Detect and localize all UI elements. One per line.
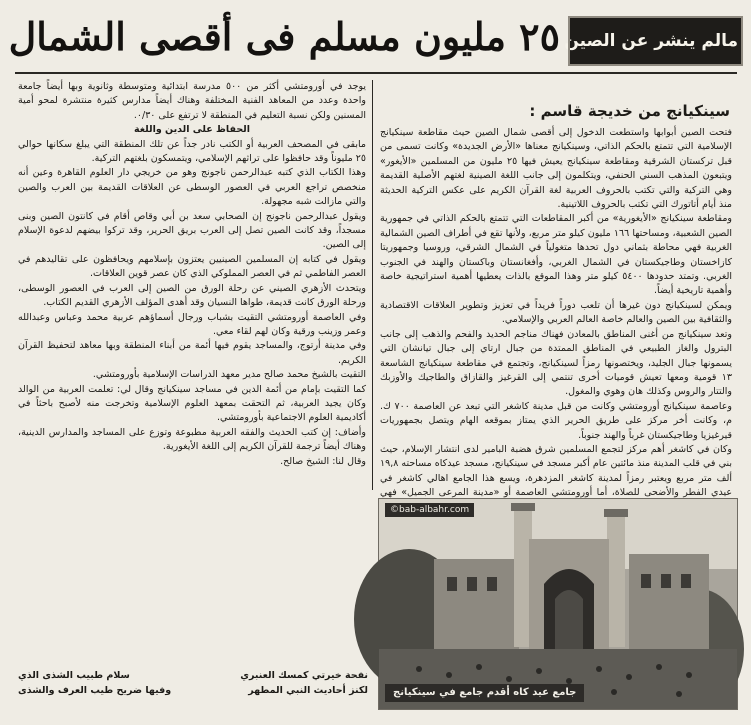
poem-line xyxy=(18,668,368,683)
divider-top xyxy=(15,72,737,74)
mosque-photo xyxy=(378,498,738,710)
article-paragraph: ويتحدث الأزهري الصيني عن رحلة الورق من الصين إلى العرب في العصور الوسطى، ورحلة الورق كانت قديمة، طواها النسيان وقد أهدى المؤلف الأزهري القديم الكتاب. xyxy=(18,282,366,309)
article-paragraph: وأضاف: إن كتب الحديث والفقه العربية مطبوعة وتوزع على المساجد والمدارس الدينية، وهناك أيضاً ترجمة للقرآن الكريم إلى اللغة الأيغورية. xyxy=(18,426,366,453)
poem-hemistich: لكنز أحاديث النبي المطهر xyxy=(248,685,368,696)
photo-credit: ©bab-albahr.com xyxy=(385,503,474,517)
article-paragraph: كما التقيت بإمام من أئمة الدين في مساجد سينكيانج وقال لي: تعلمت العربية من الوالد وكان يجيد العربية، ثم التحقت بمعهد العلوم الإسلامية وتخرجت منه لأصبح باحثاً في أكاديمية العلوم الاجتماعية بأورومتشي. xyxy=(18,383,366,424)
article-paragraph: ويقول في كتابه إن المسلمين الصينيين يعتزون بإسلامهم ويحافظون على تقاليدهم في العصر الفاطمي ثم في العصر المملوكي الذي كان عصر قوين العلاقات. xyxy=(18,253,366,280)
poem-verses xyxy=(18,668,368,716)
article-paragraph: ويمكن لسينكيانج دون غيرها أن تلعب دوراً فريداً في تعزيز وتطوير العلاقات الاقتصادية والثقافية بين الصين والعالم خاصة العالم العربي والإسلامي. xyxy=(380,299,732,326)
article-paragraph: ومقاطعة سينكيانج «الأيغورية» من أكبر المقاطعات التي تتمتع بالحكم الذاتي في جمهورية الصين الشعبية، ومساحتها ١٦٦ مليون كيلو متر مربع، ولأنها تقع في أطراف الصين الشمالية الغربية فهي محاطة بثماني دول تحدها متغولياً في الشمال الشرقي، وروسيا وجمهوريتا كازاخستان وطاجيكستان في الشمال الغربي، وأفغانستان وباكستان والهند في الجنوب الغربي. وتمتد حدودها ٥٤٠٠ كيلو متر وهذا الموقع بالذات يعطيها أهمية استراتيجية خاصة وأهمية تاريخية أيضاً. xyxy=(380,213,732,297)
article-paragraph: وكان في كاشغر أهم مركز لتجمع المسلمين شرق هضبة البامير لدى انتشار الإسلام، حيث بني في قلب المدينة منذ مائتين عام أكبر مسجد في سينكيانج، مسجد عيدكاه مساحته ١٩,٨ ألف متر مربع ويعتبر رمزاً لمدينة كاشغر المزدهرة، ويسع هذا الجامع اهالي كاشغر في عيدي الفطر والأضحى للصلاة، أما أورومتشي العاصمة أو «مدينة المرعى الجميل» فهي xyxy=(380,443,732,499)
article-paragraph: التقيت بالشيخ محمد صالح مدير معهد الدراسات الإسلامية بأورومتشي. xyxy=(92,369,366,381)
article-paragraph: وهذا الكتاب الذي كتبه عبدالرحمن ناجونج وهو من خريجي دار العلوم القاهرة وعين أنه منخصص تراجع العربي في العصور الوسطى عن العلاقات القديمة بين العرب والصين والتي مازالت شبه مجهولة. xyxy=(18,167,366,208)
photo-caption: جامع عيد كاه أقدم جامع في سينكيانج xyxy=(385,684,584,702)
article-paragraph: فتحت الصين أبوابها واستطعت الدخول إلى أقصى شمال الصين حيث مقاطعة سينكيانج الإسلامية التي تتمتع بالحكم الذاتي، وسينكيانج معناها «الأرض الجديدة» وكانت تسمى من قبل تركستان الشرقية ومقاطعة سينكيانج يعيش فيها ٢٥ مليون من المسلمين «الأيغور» ويتبعون المذهب السني الحنفي، ويتكلمون إلى جانب اللغة الصينية لغتهم الأصلية القديمة وهي التركية والتي تكتب بالحروف العربية لغة القرآن الكريم على عكس التركية الحديثة منذ أيام أتاتورك التي تكتب بالحروف اللاتينية. xyxy=(380,127,733,211)
poem-hemistich: وفيها ضريح طيب العرف والشذى xyxy=(18,685,172,696)
mosque-illustration xyxy=(379,499,737,709)
article-column-left xyxy=(18,80,366,666)
article-paragraph: وقال لنا: الشيخ صالح. xyxy=(280,455,366,467)
article-paragraph: وعاصمة سينكيانج أورومتشي وكانت من قبل مدينة كاشغر التي تبعد عن العاصمة ٧٠٠ ك. م، وكانت أخر مركز على طريق الحرير الذي يمتاز بموقعه الهام ويتصل بجمهوريات قيرغيزيا وطاجيكستان غرباً والهند جنوباً. xyxy=(380,400,733,441)
poem-hemistich: سلام طبيب الشذى الذي xyxy=(18,670,130,681)
poem-hemistich: نفحة خيرتي كمسك العنبري xyxy=(240,670,368,681)
article-paragraph: مابقى في المصحف العربية أو الكتب نادر جداً عن تلك المنطقة التي يبلغ سكانها حوالي ٢٥ مليوناً وقد حافظوا على تراثهم الإسلامي، ويتمسكون بلغتهم التركية. xyxy=(18,138,366,165)
article-paragraph: ويقول عبدالرحمن ناجونج إن الصحابي سعد بن أبي وقاص أقام في كانتون الصين وبنى مسجداً، وقد كانت الصين تصل إلى العرب بريق الحرير، وقد تركوا بيضهم لدعوة الإسلام إلى الصين. xyxy=(18,210,366,251)
article-column-right xyxy=(380,126,733,499)
article-paragraph: وفي العاصمة أورومتشي التقيت بشباب ورجال أسماؤهم عربية محمد وعباس وعبدالله وعمر وزينب ورقية وكان لهم لقاء معي. xyxy=(18,311,366,337)
divider-column xyxy=(372,80,373,490)
article-paragraph: يوجد في أورومتشي أكثر من ٥٠٠ مدرسة ابتدائية ومتوسطة وثانوية وبها أيضاً جامعة واحدة وعدد من المعاهد الفنية المختلفة وهناك أيضاً مدارس كثيرة منتشرة لمحو أمية المسنين ولكن نسبة التعليم في المنطقة لا ترتفع على ٠/٣٠. xyxy=(18,81,366,121)
poem-line xyxy=(18,683,368,698)
headline: ٢٥ مليون مسلم فى أقصى الشمال xyxy=(8,14,560,59)
article-paragraph: وتعد سينكيانج من أغنى المناطق بالمعادن فهناك مناجم الحديد والفحم والذهب إلى جانب البترول والغاز الطبيعي في المناطق الممتدة من جبال ارتاي إلى جبال تيانشان التي يسمونها جبال الجليد، ويختصونها رمزاً لسينكيانج، وتجتمع في مقاطعة سينكيانج الشاسعة ١٣ قومية ومعها تعيش قوميات أخرى تنتمي إلى القرغيز والقازاق والطاجيك والأوزبك والتتار والروس وكذلك هان وهوي والمغول. xyxy=(380,328,732,398)
subheading: الحفاظ على الدين واللغة xyxy=(134,124,250,136)
section-kicker: مالم ينشر عن الصين xyxy=(570,18,741,64)
article-paragraph: وفي مدينة أرتوج، والمساجد يقوم فيها أئمة من أبناء المنطقة وبها معاهد لتحفيظ القرآن الكريم. xyxy=(18,340,366,366)
byline: سينكيانج من خديجة قاسم : xyxy=(529,102,730,120)
